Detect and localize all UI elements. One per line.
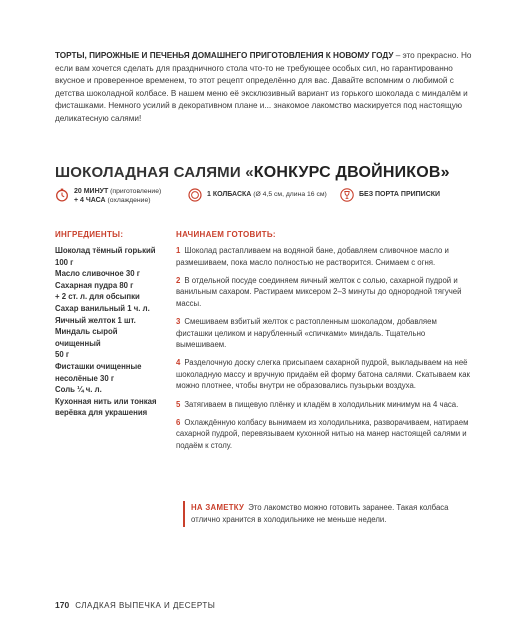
ingredient-item: 100 г	[55, 257, 74, 267]
steps-list	[176, 245, 472, 458]
ingredient-item: Сахарная пудра 80 г	[55, 280, 134, 290]
portion-info	[188, 187, 338, 211]
step-text: Смешиваем взбитый желток с растопленным шоколадом, добавляем фисташки целиком и нарубленный «спичками» миндаль. Тщательно вымешиваем.	[176, 316, 437, 350]
tip-label: НА ЗАМЕТКУ	[191, 503, 245, 512]
plate-icon	[188, 188, 202, 202]
ingredient-item: Фисташки очищенные	[55, 361, 142, 371]
ingredient-item: Соль ¼ ч. л.	[55, 385, 102, 395]
step-text: Затягиваем в пищевую плёнку и кладём в холодильник минимум на 4 часа.	[184, 399, 459, 409]
ingredient-item: Миндаль сырой очищенный	[55, 327, 118, 348]
tip-note	[183, 501, 453, 527]
recipe-title-suffix: »	[440, 164, 450, 181]
portion-text	[207, 190, 327, 199]
ingredient-item: + 2 ст. л. для обсыпки	[55, 292, 140, 302]
step-number: 2	[176, 275, 181, 285]
portion-main: 1 КОЛБАСКА	[207, 191, 252, 198]
ingredient-item: несолёные 30 г	[55, 373, 115, 383]
time-text	[74, 187, 161, 205]
step-item	[176, 245, 472, 268]
ingredient-item: Масло сливочное 30 г	[55, 269, 140, 279]
time-main: 20 МИНУТ	[74, 188, 109, 195]
recipe-title	[55, 164, 475, 182]
wine-glass-icon	[340, 188, 354, 202]
tip-text: Это лакомство можно готовить заранее. Такая колбаса отлично хранится в холодильнике не меньше недели.	[191, 503, 449, 524]
time-extra-note: (охлаждение)	[105, 197, 151, 204]
timer-icon	[55, 188, 69, 202]
step-text: Разделочную доску слегка присыпаем сахарной пудрой, выкладываем на неё шоколадную массу и вручную придаём ей форму батона салями. Скатываем как можно плотнее, чтобы внутри не образовались пузырьки воздуха.	[176, 358, 470, 391]
step-item	[176, 417, 472, 452]
intro-body: – это прекрасно. Но если вам хочется сделать для праздничного стола что-то не требующее особых сил, но гарантированно вкусное и проверенное временем, то этот рецепт определённо для вас. Давайте вспомним о любимой с детства шоколадной колбасе. В нашем меню её эксклюзивный вариант из горького шоколада с миндалём и фисташками. Немного усилий в декоративном плане и... знакомое лакомство маскируется под настоящую деликатесную салями!	[55, 51, 472, 123]
step-text: Охлаждённую колбасу вынимаем из холодильника, разворачиваем, натираем сахарной пудрой, перевязываем кухонной нитью на манер настоящей салями и подаём к столу.	[176, 417, 469, 450]
ingredients-list	[55, 245, 163, 419]
step-item	[176, 357, 472, 392]
ingredient-item: Кухонная нить или тонкая	[55, 396, 157, 406]
step-number: 3	[176, 316, 181, 326]
portion-note: (Ø 4,5 см, длина 16 см)	[251, 191, 327, 198]
steps-heading: НАЧИНАЕМ ГОТОВИТЬ:	[176, 230, 276, 239]
ingredients-heading: ИНГРЕДИЕНТЫ:	[55, 230, 124, 239]
time-main-note: (приготовление)	[108, 188, 162, 195]
step-number: 1	[176, 246, 181, 255]
intro-paragraph	[55, 50, 475, 125]
step-number: 6	[176, 417, 181, 427]
page-footer	[55, 600, 215, 610]
ingredient-item: Яичный желток 1 шт.	[55, 315, 136, 325]
time-extra: + 4 ЧАСА	[74, 197, 106, 204]
step-text: В отдельной посуде соединяем яичный желток с солью, сахарной пудрой и ванильным сахаром. Растираем миксером 2–3 минуты до однородной тягучей массы.	[176, 275, 462, 308]
step-item	[176, 399, 472, 411]
intro-lead: ТОРТЫ, ПИРОЖНЫЕ И ПЕЧЕНЬЯ ДОМАШНЕГО ПРИГОТОВЛЕНИЯ К НОВОМУ ГОДУ	[55, 51, 394, 60]
step-number: 4	[176, 358, 181, 368]
pairing-info	[340, 187, 460, 211]
ingredient-item: верёвка для украшения	[55, 408, 148, 418]
step-number: 5	[176, 399, 181, 409]
ingredient-item: 50 г	[55, 350, 70, 360]
page-number: 170	[55, 600, 70, 610]
pairing-main: БЕЗ ПОРТА ПРИПИСКИ	[359, 191, 441, 198]
ingredient-item: Сахар ванильный 1 ч. л.	[55, 303, 150, 313]
ingredient-item: Шоколад тёмный горький	[55, 246, 156, 255]
section-name: СЛАДКАЯ ВЫПЕЧКА И ДЕСЕРТЫ	[75, 601, 216, 610]
pairing-text	[359, 190, 440, 199]
time-info	[55, 187, 185, 211]
recipe-title-name: КОНКУРС ДВОЙНИКОВ	[253, 164, 441, 181]
step-text: Шоколад растапливаем на водяной бане, добавляем сливочное масло и размешиваем, пока масло полностью не растворится. Снимаем с огня.	[176, 246, 449, 267]
recipe-title-prefix: ШОКОЛАДНАЯ САЛЯМИ «	[55, 164, 254, 181]
step-item	[176, 316, 472, 351]
step-item	[176, 275, 472, 310]
